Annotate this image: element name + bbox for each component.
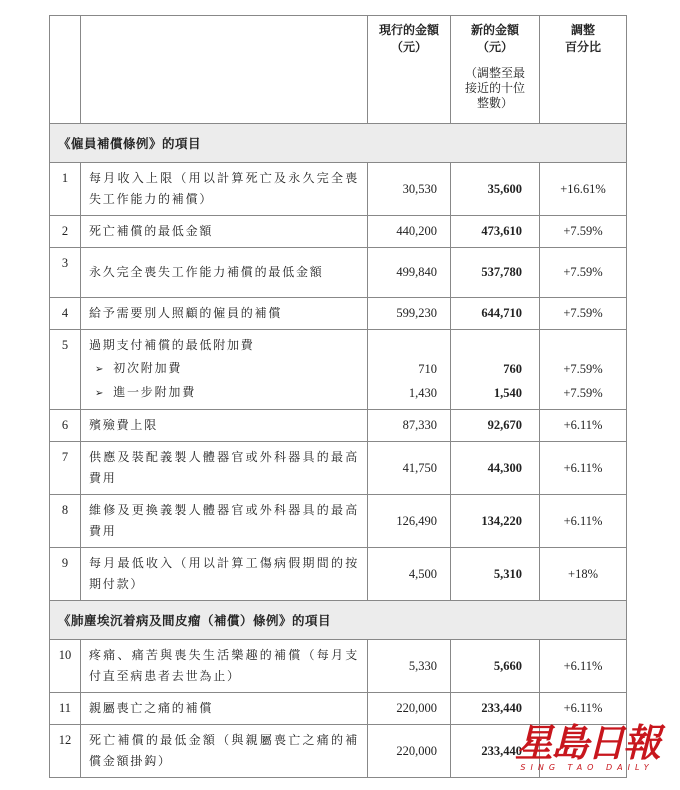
new-amount: 5,310 xyxy=(451,548,540,601)
new-amount: 644,710 xyxy=(451,298,540,330)
item-description: 疼痛、痛苦與喪失生活樂趣的補償（每月支付直至病患者去世為止） xyxy=(81,640,368,693)
table-row xyxy=(50,640,627,693)
table-cell: 《肺塵埃沉着病及間皮瘤（補償）條例》的項目 xyxy=(50,601,627,640)
current-amount: 599,230 xyxy=(368,298,451,330)
new-amount: 473,610 xyxy=(451,216,540,248)
row-number: 6 xyxy=(50,410,81,442)
current-amount: 30,530 xyxy=(368,163,451,216)
new-amount: 92,670 xyxy=(451,410,540,442)
header-blank-item xyxy=(81,16,368,124)
row-number: 5 xyxy=(50,330,81,410)
item-description: 供應及裝配義製人體器官或外科器具的最高費用 xyxy=(81,442,368,495)
table-row xyxy=(50,548,627,601)
row-number: 9 xyxy=(50,548,81,601)
table-row xyxy=(50,216,627,248)
header-adjust-percent: 調整 百分比 xyxy=(540,16,627,124)
row-number: 4 xyxy=(50,298,81,330)
current-amount: 5,330 xyxy=(368,640,451,693)
header-blank-no xyxy=(50,16,81,124)
new-amount: 537,780 xyxy=(451,248,540,298)
new-amount: 5,660 xyxy=(451,640,540,693)
arrow-icon: ➢ xyxy=(95,364,106,375)
row-number: 11 xyxy=(50,693,81,725)
item-description: 永久完全喪失工作能力補償的最低金額 xyxy=(81,248,368,298)
row-number: 2 xyxy=(50,216,81,248)
current-amount: 87,330 xyxy=(368,410,451,442)
row-number: 12 xyxy=(50,725,81,778)
current-amount: 220,000 xyxy=(368,725,451,778)
sing-tao-daily-logo: 星島日報 SING TAO DAILY xyxy=(514,721,659,772)
adjust-percent: +6.11% xyxy=(540,693,627,725)
adjust-percent: +18% xyxy=(540,548,627,601)
item-description: 死亡補償的最低金額 xyxy=(81,216,368,248)
current-amount: 126,490 xyxy=(368,495,451,548)
adjust-percent: +7.59% xyxy=(540,298,627,330)
table-row xyxy=(50,495,627,548)
table-row xyxy=(50,330,627,410)
table-cell: 《僱員補償條例》的項目 xyxy=(50,124,627,163)
current-amount: 499,840 xyxy=(368,248,451,298)
adjust-percent: +6.11% xyxy=(540,495,627,548)
adjust-percent: +6.11% xyxy=(540,640,627,693)
adjust-percent: +7.59% +7.59% xyxy=(540,330,627,410)
item-description: 親屬喪亡之痛的補償 xyxy=(81,693,368,725)
header-new-amount: 新的金額 （元） （調整至最接近的十位整數） xyxy=(451,16,540,124)
section-heading-pneumoconiosis xyxy=(50,601,627,640)
current-amount: 41,750 xyxy=(368,442,451,495)
table-row xyxy=(50,248,627,298)
new-amount: 134,220 xyxy=(451,495,540,548)
current-amount: 4,500 xyxy=(368,548,451,601)
item-description: 給予需要別人照顧的僱員的補償 xyxy=(81,298,368,330)
item-description: 死亡補償的最低金額（與親屬喪亡之痛的補償金額掛鈎） xyxy=(81,725,368,778)
current-amount: 710 1,430 xyxy=(368,330,451,410)
table-row xyxy=(50,163,627,216)
row-number: 7 xyxy=(50,442,81,495)
table-row xyxy=(50,410,627,442)
table-row xyxy=(50,442,627,495)
adjust-percent: +7.59% xyxy=(540,216,627,248)
current-amount: 440,200 xyxy=(368,216,451,248)
adjust-percent: +16.61% xyxy=(540,163,627,216)
compensation-table xyxy=(49,15,627,778)
new-amount: 44,300 xyxy=(451,442,540,495)
adjust-percent: +7.59% xyxy=(540,248,627,298)
new-amount: 233,440 xyxy=(451,725,540,778)
arrow-icon: ➢ xyxy=(95,388,106,399)
item-description: 過期支付補償的最低附加費 ➢ 初次附加費 ➢ 進一步附加費 xyxy=(81,330,368,410)
item-description: 每月收入上限（用以計算死亡及永久完全喪失工作能力的補償） xyxy=(81,163,368,216)
section-heading-ecc xyxy=(50,124,627,163)
new-amount: 35,600 xyxy=(451,163,540,216)
row-number: 1 xyxy=(50,163,81,216)
row-number: 8 xyxy=(50,495,81,548)
new-amount: 233,440 xyxy=(451,693,540,725)
row-number: 10 xyxy=(50,640,81,693)
item-description: 維修及更換義製人體器官或外科器具的最高費用 xyxy=(81,495,368,548)
row-number: 3 xyxy=(50,248,81,298)
current-amount: 220,000 xyxy=(368,693,451,725)
table-row xyxy=(50,298,627,330)
table-row xyxy=(50,693,627,725)
item-description: 殯殮費上限 xyxy=(81,410,368,442)
new-amount: 760 1,540 xyxy=(451,330,540,410)
adjust-percent: +6.11% xyxy=(540,410,627,442)
header-current-amount: 現行的金額 （元） xyxy=(368,16,451,124)
adjust-percent: +6.11% xyxy=(540,442,627,495)
item-description: 每月最低收入（用以計算工傷病假期間的按期付款） xyxy=(81,548,368,601)
table-header-row xyxy=(50,16,627,124)
